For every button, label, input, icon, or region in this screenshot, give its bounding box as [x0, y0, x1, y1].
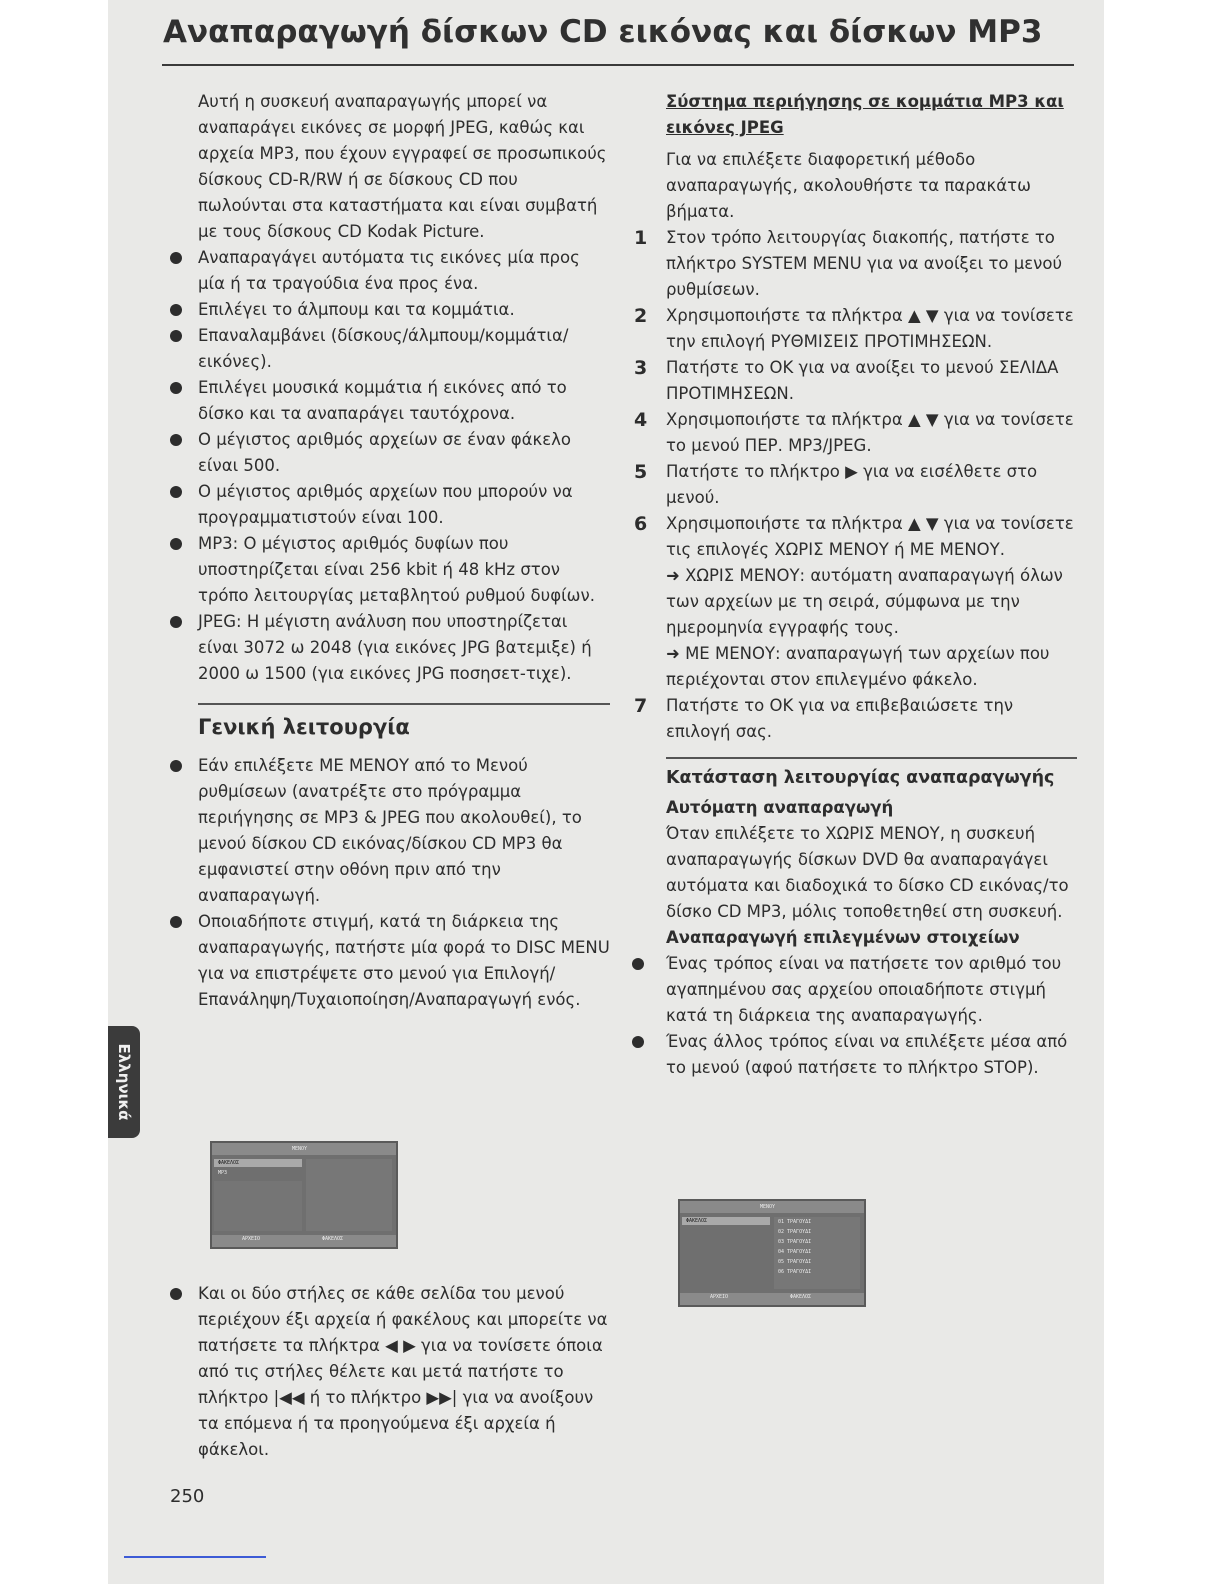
list-item: Ένας τρόπος είναι να πατήσετε τον αριθμό του αγαπημένου σας αρχείου οποιαδήποτε στιγμή κατά τη διάρκεια της αναπαραγωγής.: [632, 951, 1077, 1029]
list-item: MP3: Ο μέγιστος αριθμός δυφίων που υποστηρίζεται είναι 256 kbit ή 48 kHz στον τρόπο λειτουργίας μεταβλητού ρυθμού δυφίων.: [170, 531, 610, 609]
general-list: [170, 753, 610, 1013]
note-with-menu: ➜ ΜΕ ΜΕΝΟΥ: αναπαραγωγή των αρχείων που περιέχονται στον επιλεγμένο φάκελο.: [666, 644, 1050, 689]
step-item: 2 Χρησιμοποιήστε τα πλήκτρα ▲ ▼ για να τονίσετε την επιλογή ΡΥΘΜΙΣΕΙΣ ΠΡΟΤΙΜΗΣΕΩΝ.: [634, 305, 1074, 351]
step-item: 4 Χρησιμοποιήστε τα πλήκτρα ▲ ▼ για να τονίσετε το μενού ΠΕΡ. MP3/JPEG.: [634, 409, 1074, 455]
page-title: Αναπαραγωγή δίσκων CD εικόνας και δίσκων MP3: [163, 14, 1043, 50]
nav-heading: Σύστημα περιήγησης σε κομμάτια MP3 και εικόνες JPEG: [666, 92, 1064, 137]
list-item: Οποιαδήποτε στιγμή, κατά τη διάρκεια της αναπαραγωγής, πατήστε μία φορά το DISC MENU για να επιστρέψετε στο μενού για Επιλογή/Επανάληψη/Τυχαιοποίηση/Αναπαραγωγή ενός.: [170, 909, 610, 1013]
feature-list: [170, 245, 610, 687]
step-item: 3 Πατήστε το OK για να ανοίξει το μενού ΣΕΛΙΔΑ ΠΡΟΤΙΜΗΣΕΩΝ.: [634, 357, 1059, 403]
list-item: Αναπαραγάγει αυτόματα τις εικόνες μία προς μία ή τα τραγούδια ένα προς ένα.: [170, 245, 610, 297]
screen-footer: ΑΡΧΕΙΟ: [710, 1294, 729, 1300]
nav-intro: Για να επιλέξετε διαφορετική μέθοδο αναπαραγωγής, ακολουθήστε τα παρακάτω βήματα.: [666, 150, 1031, 221]
title-rule: [162, 64, 1074, 66]
bullet-icon: [170, 434, 182, 446]
list-item: Και οι δύο στήλες σε κάθε σελίδα του μενού περιέχουν έξι αρχεία ή φακέλους και μπορείτε να πατήσετε τα πλήκτρα ◀ ▶ για να τονίσετε όποια από τις στήλες θέλετε και μετά πατήστε το πλήκτρο |◀◀ ή το πλήκτρο ▶▶| για να ανοίξουν τα επόμενα ή τα προηγούμενα έξι αρχεία ή φάκελοι.: [170, 1281, 610, 1463]
steps-list: [632, 225, 1077, 745]
bullet-icon: [170, 616, 182, 628]
auto-heading: Αυτόματη αναπαραγωγή: [666, 798, 894, 817]
screen-item: 01 ΤΡΑΓΟΥΔΙ: [778, 1219, 812, 1225]
scan-margin-right: [1104, 0, 1224, 1584]
bullet-icon: [170, 382, 182, 394]
note-without-menu: ➜ ΧΩΡΙΣ ΜΕΝΟΥ: αυτόματη αναπαραγωγή όλων των αρχείων με τη σειρά, σύμφωνα με την ημερομηνία εγγραφής τους.: [666, 566, 1063, 637]
list-item: Επιλέγει το άλμπουμ και τα κομμάτια.: [170, 297, 610, 323]
select-heading: Αναπαραγωγή επιλεγμένων στοιχείων: [666, 928, 1020, 947]
select-list: [632, 951, 1077, 1081]
left-column-bottom: [170, 1281, 610, 1463]
bullet-icon: [170, 538, 182, 550]
step-item: 7 Πατήστε το OK για να επιβεβαιώσετε την επιλογή σας.: [634, 695, 1014, 741]
list-item: Ο μέγιστος αριθμός αρχείων σε έναν φάκελο είναι 500.: [170, 427, 610, 479]
screen-item: ΦΑΚΕΛΟΣ: [218, 1160, 240, 1166]
right-column: [632, 89, 1077, 1081]
list-item: Ο μέγιστος αριθμός αρχείων που μπορούν να προγραμματιστούν είναι 100.: [170, 479, 610, 531]
screen-title: ΜΕΝΟΥ: [292, 1146, 308, 1152]
bullet-icon: [170, 916, 182, 928]
section-rule: [198, 703, 610, 705]
mode-heading: Κατάσταση λειτουργίας αναπαραγωγής: [666, 768, 1055, 788]
screen-footer: ΑΡΧΕΙΟ: [242, 1236, 261, 1242]
screen-footer: ΦΑΚΕΛΟΣ: [790, 1294, 812, 1300]
bullet-icon: [170, 1288, 182, 1300]
bullet-icon: [170, 760, 182, 772]
list-item: Εάν επιλέξετε ΜΕ ΜΕΝΟΥ από το Μενού ρυθμίσεων (ανατρέξτε στο πρόγραμμα περιήγησης σε MP3 & JPEG που ακολουθεί), το μενού δίσκου CD εικόνας/δίσκου CD MP3 θα εμφανιστεί στην οθόνη πριν από την αναπαραγωγή.: [170, 753, 610, 909]
screen-item: 06 ΤΡΑΓΟΥΔΙ: [778, 1269, 812, 1275]
bullet-icon: [170, 330, 182, 342]
menu-screenshot-right: [678, 1199, 866, 1307]
left-column: [170, 89, 610, 1013]
section-rule: [666, 757, 1077, 759]
step-item: 6 Χρησιμοποιήστε τα πλήκτρα ▲ ▼ για να τονίσετε τις επιλογές ΧΩΡΙΣ ΜΕΝΟΥ ή ΜΕ ΜΕΝΟΥ. ➜ ΧΩΡΙΣ ΜΕΝΟΥ: αυτόματη αναπαραγωγή όλων των αρχείων με τη σειρά, σύμφωνα με την ημερομηνία εγγραφής τους. ➜ ΜΕ ΜΕΝΟΥ: αναπαραγωγή των αρχείων που περιέχονται στον επιλεγμένο φάκελο.: [632, 511, 1077, 693]
menu-screenshot-left: [210, 1141, 398, 1249]
step-item: 1 Στον τρόπο λειτουργίας διακοπής, πατήστε το πλήκτρο SYSTEM MENU για να ανοίξει το μενού ρυθμίσεων.: [634, 227, 1063, 299]
screen-item: 02 ΤΡΑΓΟΥΔΙ: [778, 1229, 812, 1235]
screen-title: ΜΕΝΟΥ: [760, 1204, 776, 1210]
bullet-icon: [632, 1036, 644, 1048]
page-number: 250: [170, 1486, 205, 1507]
list-item: Επιλέγει μουσικά κομμάτια ή εικόνες από το δίσκο και τα αναπαράγει ταυτόχρονα.: [170, 375, 610, 427]
intro-paragraph: Αυτή η συσκευή αναπαραγωγής μπορεί να αναπαράγει εικόνες σε μορφή JPEG, καθώς και αρχεία MP3, που έχουν εγγραφεί σε προσωπικούς δίσκους CD-R/RW ή σε δίσκους CD που πωλούνται στα καταστήματα και είναι συμβατή με τους δίσκους CD Kodak Picture.: [198, 92, 607, 241]
screen-item: 04 ΤΡΑΓΟΥΔΙ: [778, 1249, 812, 1255]
language-tab: Ελληνικά: [108, 1026, 140, 1138]
list-item: JPEG: Η μέγιστη ανάλυση που υποστηρίζεται είναι 3072 ω 2048 (για εικόνες JPG βατεμιξε) ή 2000 ω 1500 (για εικόνες JPG ποσησετ-τιχε).: [170, 609, 610, 687]
screen-item: 03 ΤΡΑΓΟΥΔΙ: [778, 1239, 812, 1245]
list-item: Ένας άλλος τρόπος είναι να επιλέξετε μέσα από το μενού (αφού πατήσετε το πλήκτρο STOP).: [632, 1029, 1077, 1081]
general-heading: Γενική λειτουργία: [198, 715, 410, 739]
step-item: 5 Πατήστε το πλήκτρο ▶ για να εισέλθετε στο μενού.: [634, 461, 1038, 507]
bullet-icon: [170, 304, 182, 316]
bullet-icon: [170, 486, 182, 498]
bullet-icon: [632, 958, 644, 970]
screen-item: 05 ΤΡΑΓΟΥΔΙ: [778, 1259, 812, 1265]
scan-margin-left: [0, 0, 108, 1584]
screen-item: MP3: [218, 1170, 228, 1176]
screen-item: ΦΑΚΕΛΟΣ: [686, 1218, 708, 1224]
bullet-icon: [170, 252, 182, 264]
bottom-link-rule: [124, 1556, 266, 1558]
list-item: Επαναλαμβάνει (δίσκους/άλμπουμ/κομμάτια/εικόνες).: [170, 323, 610, 375]
screen-footer: ΦΑΚΕΛΟΣ: [322, 1236, 344, 1242]
auto-text: Όταν επιλέξετε το ΧΩΡΙΣ ΜΕΝΟΥ, η συσκευή αναπαραγωγής δίσκων DVD θα αναπαραγάγει αυτόματα και διαδοχικά το δίσκο CD εικόνας/το δίσκο CD MP3, μόλις τοποθετηθεί στη συσκευή.: [666, 824, 1069, 921]
